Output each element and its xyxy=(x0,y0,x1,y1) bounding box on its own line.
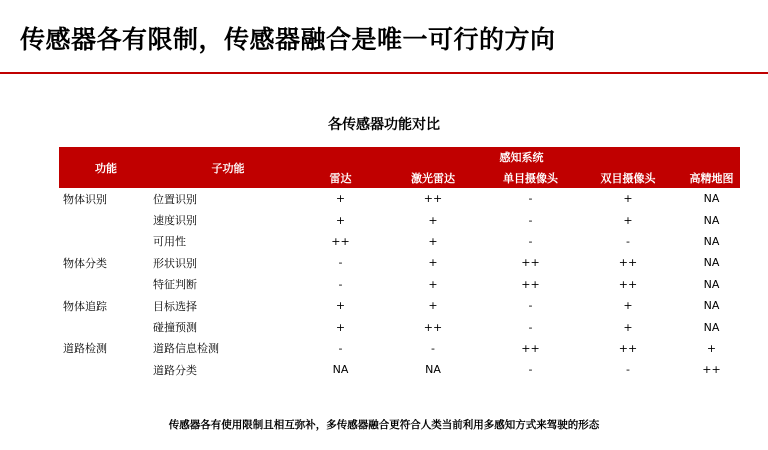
cell-value: NA xyxy=(425,363,441,377)
table-row xyxy=(59,274,740,295)
cell-value: NA xyxy=(703,192,720,206)
row-subfunction: 目标选择 xyxy=(153,299,197,313)
cell-value: ++ xyxy=(618,341,638,355)
table-row xyxy=(59,188,740,209)
row-function: 物体追踪 xyxy=(63,299,107,313)
cell-value: - xyxy=(338,277,343,291)
cell-value: + xyxy=(335,192,346,206)
row-function: 物体识别 xyxy=(63,192,107,206)
cell-value: + xyxy=(623,213,633,227)
header-function: 功能 xyxy=(59,147,149,188)
row-function xyxy=(59,209,149,230)
cell-value: + xyxy=(428,299,438,313)
row-function: 物体分类 xyxy=(63,256,107,270)
cell-value: - xyxy=(528,363,533,377)
cell-value: + xyxy=(335,213,346,227)
cell-value: + xyxy=(428,234,438,248)
cell-value: NA xyxy=(703,256,720,270)
cell-value: - xyxy=(626,363,630,377)
table-row xyxy=(59,338,740,359)
cell-value: NA xyxy=(703,320,720,334)
cell-value: ++ xyxy=(618,256,638,270)
cell-value: - xyxy=(528,192,533,206)
row-subfunction: 道路分类 xyxy=(153,363,197,377)
row-subfunction: 特征判断 xyxy=(153,278,197,292)
cell-value: - xyxy=(528,299,533,313)
footer-note: 传感器各有使用限制且相互弥补，多传感器融合更符合人类当前利用多感知方式来驾驶的形态 xyxy=(168,419,600,431)
cell-value: NA xyxy=(703,213,720,227)
cell-value: - xyxy=(528,320,533,334)
cell-value: ++ xyxy=(702,363,721,377)
header-sensor-radar: 雷达 xyxy=(303,167,378,188)
table-row xyxy=(59,231,740,252)
cell-value: + xyxy=(335,299,346,313)
cell-value: + xyxy=(428,256,438,270)
header-sensor-mono-camera: 单目摄像头 xyxy=(488,167,573,188)
cell-value: - xyxy=(431,341,435,355)
title-divider xyxy=(0,72,768,74)
cell-value: ++ xyxy=(521,256,540,270)
cell-value: ++ xyxy=(331,234,350,248)
header-sensor-hd-map: 高精地图 xyxy=(683,167,740,188)
cell-value: + xyxy=(706,341,717,355)
cell-value: + xyxy=(623,320,633,334)
cell-value: - xyxy=(338,341,343,355)
cell-value: - xyxy=(626,234,630,248)
table-row xyxy=(59,316,740,337)
table-row xyxy=(59,252,740,273)
cell-value: + xyxy=(428,213,438,227)
row-function xyxy=(59,274,149,295)
cell-value: NA xyxy=(703,277,720,291)
slide-title: 传感器各有限制，传感器融合是唯一可行的方向 xyxy=(20,25,556,54)
row-subfunction: 道路信息检测 xyxy=(153,342,219,356)
table-header xyxy=(59,147,740,188)
header-sensor-lidar: 激光雷达 xyxy=(378,167,488,188)
header-sensor-stereo-camera: 双目摄像头 xyxy=(573,167,683,188)
cell-value: - xyxy=(528,213,533,227)
table-row xyxy=(59,209,740,230)
cell-value: ++ xyxy=(423,320,443,334)
row-subfunction: 碰撞预测 xyxy=(153,321,197,335)
table-row xyxy=(59,359,740,380)
cell-value: + xyxy=(623,192,633,206)
row-subfunction: 位置识别 xyxy=(153,192,197,206)
cell-value: - xyxy=(338,256,343,270)
cell-value: - xyxy=(528,234,533,248)
cell-value: + xyxy=(428,277,438,291)
cell-value: ++ xyxy=(521,341,540,355)
row-subfunction: 速度识别 xyxy=(153,214,197,228)
row-subfunction: 形状识别 xyxy=(153,256,197,270)
cell-value: ++ xyxy=(423,192,443,206)
cell-value: + xyxy=(335,320,346,334)
row-function: 道路检测 xyxy=(63,342,107,356)
cell-value: NA xyxy=(703,299,720,313)
cell-value: ++ xyxy=(521,277,540,291)
cell-value: NA xyxy=(332,363,349,377)
header-perception-system: 感知系统 xyxy=(303,147,740,167)
cell-value: NA xyxy=(703,234,720,248)
cell-value: ++ xyxy=(618,277,638,291)
table-row xyxy=(59,295,740,316)
table-title: 各传感器功能对比 xyxy=(328,117,440,133)
row-function xyxy=(59,316,149,337)
header-subfunction: 子功能 xyxy=(149,147,303,188)
row-subfunction: 可用性 xyxy=(153,235,186,249)
row-function xyxy=(59,359,149,380)
cell-value: + xyxy=(623,299,633,313)
sensor-comparison-table xyxy=(59,147,740,381)
row-function xyxy=(59,231,149,252)
